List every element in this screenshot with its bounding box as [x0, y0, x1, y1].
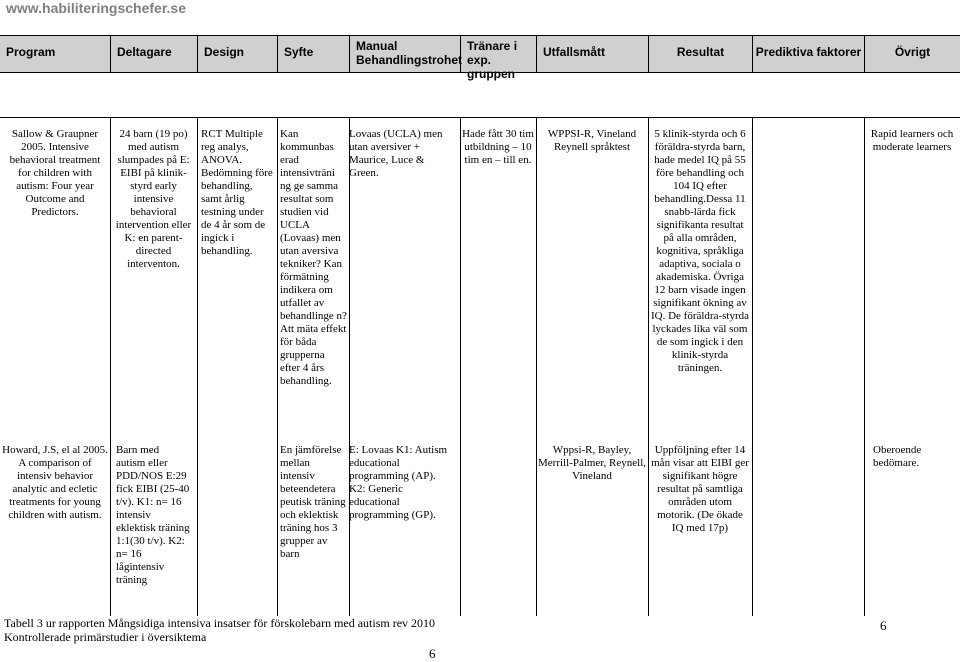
column-divider — [460, 117, 461, 616]
column-divider — [752, 117, 753, 616]
col-header-utfallsmatt: Utfallsmått — [536, 36, 648, 72]
col-header-ovrigt: Övrigt — [864, 36, 960, 72]
column-divider — [110, 117, 111, 616]
page-number-bottom: 6 — [429, 646, 436, 661]
column-divider — [864, 117, 865, 616]
column-divider — [349, 117, 350, 616]
col-header-program: Program — [6, 45, 56, 59]
cell-program: Sallow & Graupner 2005. Intensive behavioral treatment for children with autism: Four year Outcome and Predictors. — [9, 128, 101, 218]
col-header-resultat: Resultat — [648, 36, 752, 72]
column-divider — [277, 117, 278, 616]
cell-utfallsmatt: Wppsi-R, Bayley, Merrill-Palmer, Reynell, Vineland — [538, 444, 647, 482]
cell-syfte: En jämförelse mellan intensiv beteendetera peutisk träning och eklektisk träning hos 3 grupper av barn — [280, 444, 346, 560]
cell-deltagare: 24 barn (19 po) med autism slumpades på E: EIBI på klinik-styrd early intensive behavioral intervention eller K: en parent-directed interventon. — [115, 128, 192, 270]
cell-design: RCT Multiple reg analys, ANOVA. Bedömning före behandling, samt årlig testning under de 4 år som de ingick i behandling. — [201, 128, 273, 257]
cell-utfallsmatt: WPPSI-R, Vineland Reynell språktest — [547, 128, 637, 153]
column-divider — [197, 117, 198, 616]
cell-syfte: Kan kommunbas erad intensivträni ng ge samma resultat som studien vid UCLA (Lovaas) men utan aversiva tekniker? Kan förmätning indikera om utfallet av behandlinge n? Att mäta effekt för båda grupperna efter 4 års behandling. — [280, 128, 347, 387]
table-body-top-rule — [0, 117, 960, 118]
cell-manual: Lovaas (UCLA) men utan aversiver + Maurice, Luce & Green. — [349, 128, 443, 179]
col-header-tranare: Tränare i exp. gruppen — [460, 36, 536, 72]
col-header-deltagare: Deltagare — [110, 36, 197, 72]
caption-line-2: Kontrollerade primärstudier i översiktema — [4, 630, 207, 644]
cell-deltagare: Barn med autism eller PDD/NOS E:29 fick EIBI (25-40 t/v). K1: n= 16 intensiv eklektisk träning 1:1(30 t/v). K2: n= 16 lågintensiv träning — [116, 444, 190, 586]
cell-ovrigt: Oberoende bedömare. — [873, 444, 922, 469]
cell-program: Howard, J.S, el al 2005. A comparison of intensiv behavior analytic and ecletic treatments for young children with autism. — [2, 444, 108, 521]
cell-resultat: 5 klinik-styrda och 6 föräldra-styrda barn, hade medel IQ på 55 före behandling och 104 IQ efter behandling.Dessa 11 snabb-lärda fick signifikanta resultat på alla områden, kognitiva, språkliga adaptiva, sociala o akademiska. Övriga 12 barn visade ingen signifikant ökning av IQ. De föräldra-styrda lyckades lika väl som de som ingick i den klinik-styrda träningen. — [650, 128, 750, 374]
column-divider — [648, 117, 649, 616]
cell-resultat: Uppföljning efter 14 mån visar att EIBI ger signifikant högre resultat på samtliga områden utom motorik. (De ökade IQ med 17p) — [651, 444, 749, 534]
col-header-manual: Manual Behandlingstrohet — [349, 36, 460, 72]
site-watermark: www.habiliteringschefer.se — [6, 0, 186, 16]
col-header-syfte: Syfte — [277, 36, 349, 72]
col-header-design: Design — [197, 36, 277, 72]
caption-line-1: Tabell 3 ur rapporten Mångsidiga intensiva insatser för förskolebarn med autism rev 2010 — [4, 616, 436, 630]
cell-manual: E: Lovaas K1: Autism educational programming (AP). K2: Generic educational programming (GP). — [349, 444, 448, 521]
column-divider — [536, 117, 537, 616]
table-header — [0, 35, 960, 81]
col-header-prediktiva: Prediktiva faktorer — [752, 36, 864, 72]
cell-ovrigt: Rapid learners och moderate learners — [870, 128, 954, 153]
table-caption — [4, 616, 435, 644]
cell-tranare: Hade fått 30 tim utbildning – 10 tim en – till en. — [462, 128, 534, 166]
page-number-right: 6 — [880, 618, 887, 633]
